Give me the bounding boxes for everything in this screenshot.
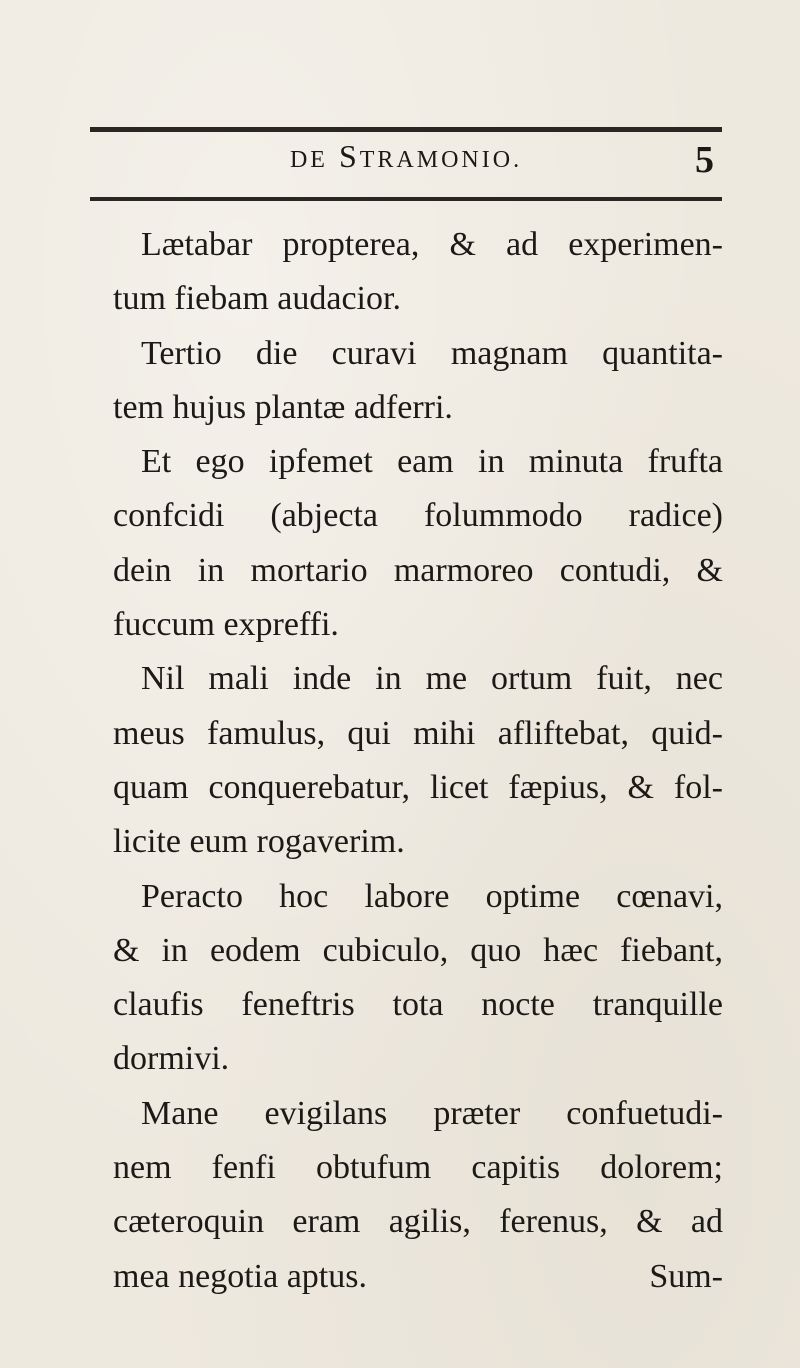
running-title-prefix: DE [289,147,328,173]
running-title [90,138,722,175]
header-rule-bottom [90,197,722,201]
final-line [113,1250,723,1304]
header-rule-top [90,127,722,132]
text-line: claufis feneftris tota nocte tranquille [113,986,723,1024]
text-line-end: mea negotia aptus. [113,1257,367,1295]
catchword: Sum- [649,1257,723,1295]
text-line: cæteroquin eram agilis, ferenus, & ad [113,1203,723,1241]
text-line: licite eum rogaverim. [113,823,405,861]
text-line: Peracto hoc labore optime cœnavi, [141,877,723,915]
text-line: dein in mortario marmoreo contudi, & [113,551,723,589]
text-line: nem fenfi obtufum capitis dolorem; [113,1149,723,1187]
text-line: meus famulus, qui mihi afliftebat, quid- [113,714,723,752]
text-line: tum fiebam audacior. [113,280,401,318]
page-number: 5 [695,139,714,181]
text-line: Mane evigilans præter confuetudi- [141,1094,723,1132]
running-title-initial: S [338,138,360,174]
page-header [90,138,722,198]
text-line: dormivi. [113,1040,230,1078]
text-line: Tertio die curavi magnam quantita- [141,334,723,372]
text-line: quam conquerebatur, licet fæpius, & fol- [113,768,723,806]
text-line: Et ego ipfemet eam in minuta frufta [141,443,723,481]
running-title-rest: TRAMONIO. [359,147,523,173]
text-line: Nil mali inde in me ortum fuit, nec [141,660,723,698]
text-line: & in eodem cubiculo, quo hæc fiebant, [113,931,723,969]
text-line: tem hujus plantæ adferri. [113,388,453,426]
text-line: Lætabar propterea, & ad experimen- [141,226,723,263]
body-text [113,218,723,1304]
text-line: fuccum expreffi. [113,606,339,644]
text-line: confcidi (abjecta folummodo radice) [113,497,723,535]
